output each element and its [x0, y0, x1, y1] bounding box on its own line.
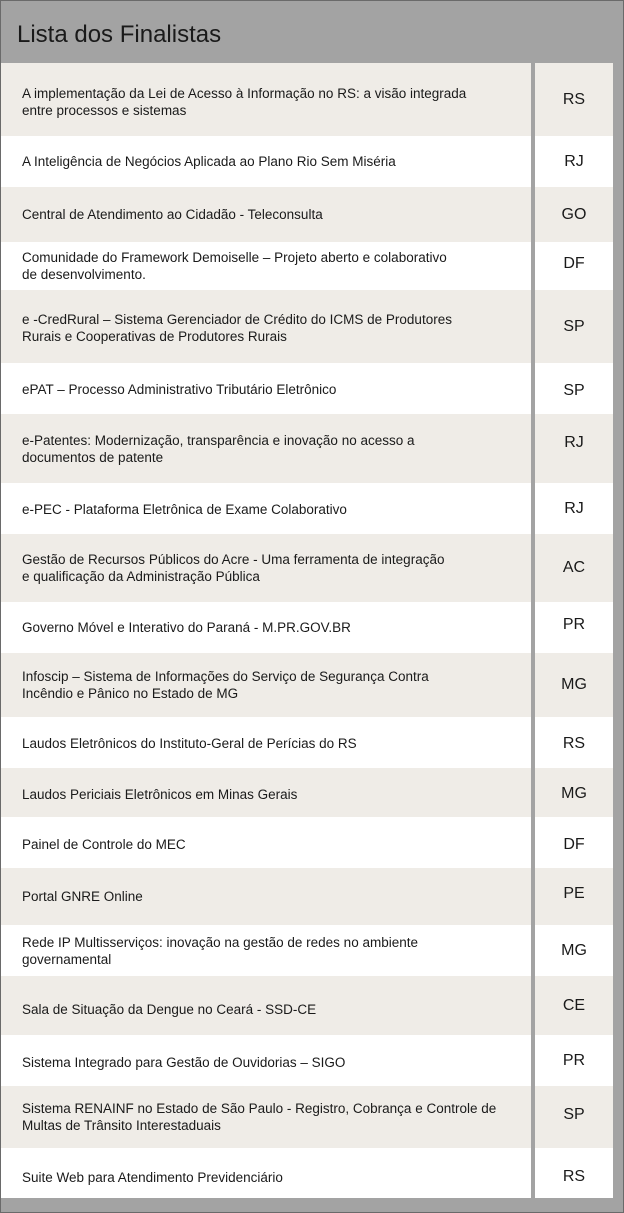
finalist-name: [1, 1035, 531, 1086]
state-code: RS: [535, 1148, 613, 1198]
state-code: MG: [535, 768, 613, 817]
state-code: RS: [535, 717, 613, 768]
state-code: CE: [535, 976, 613, 1035]
state-code: MG: [535, 653, 613, 717]
table-row: [1, 242, 613, 290]
finalist-name: [1, 817, 531, 868]
finalist-name: [1, 534, 531, 602]
state-code: DF: [535, 242, 613, 290]
finalist-name-line: Suite Web para Atendimento Previdenciário: [22, 1169, 283, 1185]
finalist-name-line: Comunidade do Framework Demoiselle – Projeto aberto e colaborativo: [22, 250, 447, 265]
finalist-name: [1, 290, 531, 363]
state-code: DF: [535, 817, 613, 868]
table-row: [1, 1035, 613, 1086]
table-row: [1, 187, 613, 242]
table-row: [1, 1086, 613, 1148]
table-row: [1, 868, 613, 925]
finalist-name-line: ePAT – Processo Administrativo Tributário Eletrônico: [22, 382, 337, 397]
finalist-name-line: Painel de Controle do MEC: [22, 836, 186, 852]
finalist-name-line: Sistema Integrado para Gestão de Ouvidorias – SIGO: [22, 1054, 346, 1070]
finalist-name-line: Rurais e Cooperativas de Produtores Rurais: [22, 329, 287, 344]
finalist-name: [1, 483, 531, 534]
panel-header: [1, 1, 623, 63]
table-row: [1, 363, 613, 414]
state-code: RJ: [535, 414, 613, 483]
finalist-name: [1, 768, 531, 817]
table-row: [1, 976, 613, 1035]
table-row: [1, 290, 613, 363]
state-code: RS: [535, 63, 613, 136]
table-row: [1, 768, 613, 817]
finalist-name: [1, 136, 531, 187]
finalist-name-line: Sala de Situação da Dengue no Ceará - SSD-CE: [22, 1002, 317, 1017]
state-code: GO: [535, 187, 613, 242]
table-row: [1, 414, 613, 483]
finalist-name: [1, 925, 531, 976]
finalist-name-line: entre processos e sistemas: [22, 102, 187, 118]
finalist-name: [1, 63, 531, 136]
finalist-name: [1, 653, 531, 717]
finalists-table: [1, 63, 613, 1198]
finalist-name: [1, 242, 531, 290]
state-code: RJ: [535, 483, 613, 534]
finalist-name: [1, 976, 531, 1035]
finalist-name-line: Incêndio e Pânico no Estado de MG: [22, 686, 239, 701]
state-code: SP: [535, 290, 613, 363]
finalist-name-line: Gestão de Recursos Públicos do Acre - Uma ferramenta de integração: [22, 552, 445, 567]
table-row: [1, 925, 613, 976]
finalist-name-line: e-PEC - Plataforma Eletrônica de Exame Colaborativo: [22, 502, 347, 517]
table-row: [1, 602, 613, 653]
finalist-name-line: Infoscip – Sistema de Informações do Serviço de Segurança Contra: [22, 669, 429, 684]
finalist-name-line: Rede IP Multisserviços: inovação na gestão de redes no ambiente: [22, 935, 418, 950]
table-row: [1, 653, 613, 717]
table-row: [1, 817, 613, 868]
state-code: PE: [535, 868, 613, 925]
finalist-name-line: e -CredRural – Sistema Gerenciador de Crédito do ICMS de Produtores: [22, 312, 452, 327]
state-code: RJ: [535, 136, 613, 187]
state-code: PR: [535, 1035, 613, 1086]
finalist-name: [1, 363, 531, 414]
finalist-name-line: Laudos Periciais Eletrônicos em Minas Gerais: [22, 786, 298, 802]
finalist-name-line: de desenvolvimento.: [22, 267, 146, 282]
finalist-name-line: Governo Móvel e Interativo do Paraná - M.PR.GOV.BR: [22, 620, 351, 635]
state-code: AC: [535, 534, 613, 602]
finalist-name-line: Central de Atendimento ao Cidadão - Teleconsulta: [22, 207, 323, 222]
table-row: [1, 136, 613, 187]
finalist-name: [1, 414, 531, 483]
finalist-name-line: A implementação da Lei de Acesso à Informação no RS: a visão integrada: [22, 85, 467, 101]
page-title: Lista dos Finalistas: [17, 21, 222, 48]
finalist-name: [1, 602, 531, 653]
finalist-name: [1, 1086, 531, 1148]
finalist-name: [1, 868, 531, 925]
finalist-name-line: Sistema RENAINF no Estado de São Paulo - Registro, Cobrança e Controle de: [22, 1101, 497, 1116]
table-row: [1, 534, 613, 602]
table-row: [1, 483, 613, 534]
state-code: SP: [535, 1086, 613, 1148]
finalist-name-line: governamental: [22, 952, 112, 967]
finalist-name-line: documentos de patente: [22, 449, 164, 465]
finalist-name: [1, 187, 531, 242]
finalist-name-line: A Inteligência de Negócios Aplicada ao Plano Rio Sem Miséria: [22, 154, 396, 169]
state-code: SP: [535, 363, 613, 414]
finalist-name-line: Laudos Eletrônicos do Instituto-Geral de Perícias do RS: [22, 736, 357, 751]
finalist-name: [1, 717, 531, 768]
state-code: MG: [535, 925, 613, 976]
table-row: [1, 1148, 613, 1198]
table-row: [1, 717, 613, 768]
table-row: [1, 63, 613, 136]
finalist-name: [1, 1148, 531, 1198]
finalist-name-line: e-Patentes: Modernização, transparência e inovação no acesso a: [22, 432, 415, 448]
finalist-name-line: Multas de Trânsito Interestaduais: [22, 1118, 221, 1133]
finalist-name-line: Portal GNRE Online: [22, 889, 143, 904]
state-code: PR: [535, 602, 613, 653]
finalist-name-line: e qualificação da Administração Pública: [22, 569, 260, 584]
